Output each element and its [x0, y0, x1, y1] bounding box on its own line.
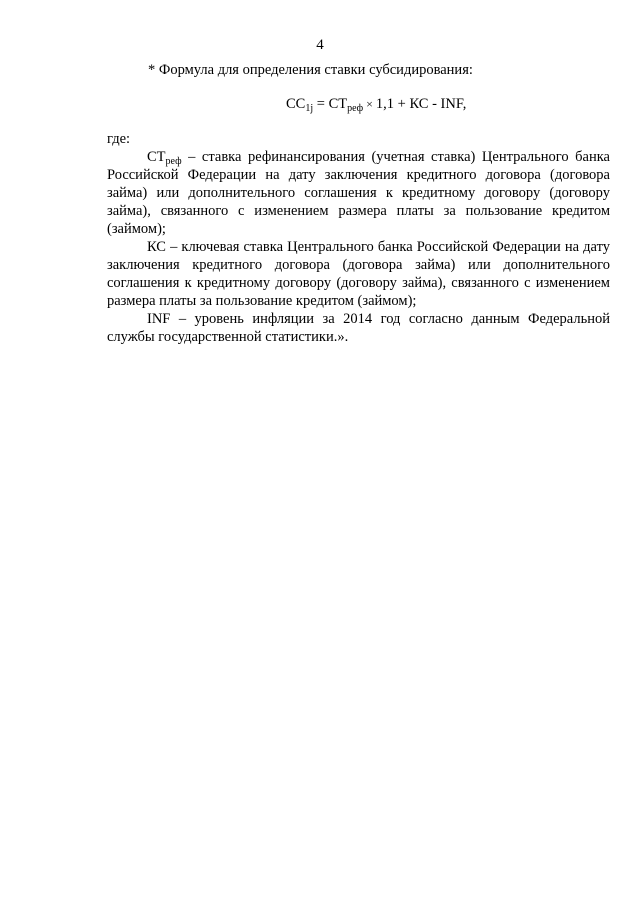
formula-equals: = [313, 96, 329, 112]
definition-refinancing-rate [107, 148, 610, 238]
formula-note: * Формула для определения ставки субсидирования: [148, 62, 473, 78]
formula-lhs: СС [286, 96, 306, 112]
formula-lhs-subscript: 1j [305, 103, 314, 114]
definition-key-rate [107, 238, 610, 310]
definition-symbol-subscript: реф [165, 156, 182, 167]
subsidy-rate-formula [286, 95, 466, 113]
definition-symbol: КС [147, 239, 166, 255]
where-label: где: [107, 131, 131, 147]
formula-multiply-sign: × [363, 97, 376, 111]
page-number: 4 [316, 37, 324, 53]
formula-term-refinancing-subscript: реф [347, 103, 364, 114]
definition-text: – ключевая ставка Центрального банка Российской Федерации на дату заключения кредитного договора (договора займа) или дополнительного соглашения к кредитному договору (договору займа), связанного с изменением размера платы за пользование кредитом (займом); [107, 239, 610, 309]
definition-symbol: СТ [147, 149, 166, 165]
definition-symbol: INF [147, 311, 171, 327]
formula-rest: 1,1 + КС - INF, [375, 96, 467, 112]
definition-text: – уровень инфляции за 2014 год согласно данным Федеральной службы государственной статистики.». [107, 311, 610, 345]
definition-inflation [107, 310, 610, 346]
formula-term-refinancing: СТ [328, 96, 348, 112]
definitions-list [107, 148, 610, 346]
definition-text: – ставка рефинансирования (учетная ставка) Центрального банка Российской Федерации на дату заключения кредитного договора (договора займа) или дополнительного соглашения к кредитному договору (договору займа), связанного с изменением размера платы за пользование кредитом (займом); [107, 149, 610, 237]
